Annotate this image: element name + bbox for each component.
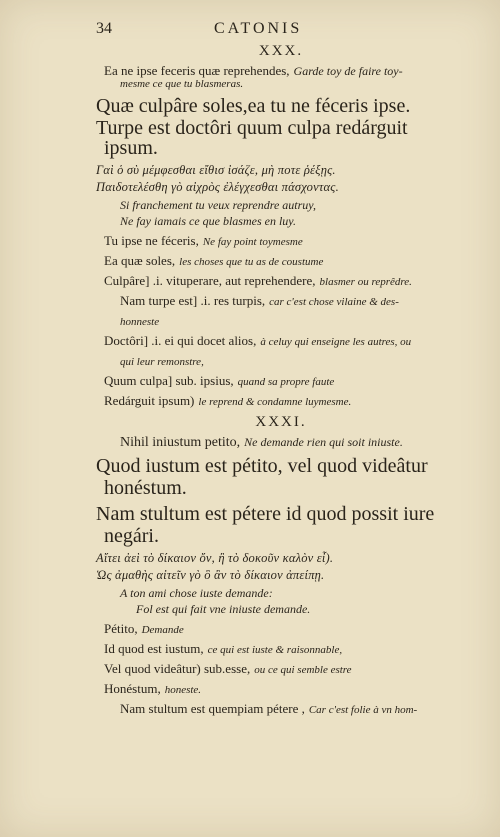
- gloss-latin: Doctôri] .i. ei qui docet alios,: [104, 333, 257, 348]
- french-verse: Si franchement tu veux reprendre autruy,: [120, 198, 316, 212]
- gloss-french: Demande: [141, 624, 184, 636]
- section-intro-xxx: [96, 63, 466, 79]
- verse-line: Quæ culpâre soles,ea tu ne féceris ipse.: [96, 95, 411, 117]
- gloss-block-xxx: [96, 233, 466, 409]
- gloss-line: [96, 701, 466, 717]
- gloss-line: [96, 661, 466, 677]
- gloss-latin: Honéstum,: [104, 681, 161, 696]
- french-verse: Ne fay iamais ce que blasmes en luy.: [120, 214, 296, 228]
- gloss-french: ce qui est iuste & raisonnable,: [207, 644, 343, 656]
- intro-french: Ne demande rien qui soit iniuste.: [244, 435, 403, 449]
- gloss-line: [96, 333, 466, 349]
- gloss-french: Ne fay point toymesme: [202, 236, 303, 248]
- intro-latin: Nihil iniustum petito,: [120, 435, 241, 450]
- gloss-latin: Nam stultum est quempiam pétere ,: [120, 701, 305, 716]
- gloss-french: qui leur remonstre,: [120, 356, 204, 368]
- gloss-line: [96, 313, 466, 329]
- gloss-latin: Redárguit ipsum): [104, 393, 195, 408]
- gloss-french: le reprend & condamne luymesme.: [198, 396, 352, 408]
- gloss-line: [96, 233, 466, 249]
- gloss-line: [96, 621, 466, 637]
- greek-verse: Αἴτει ἀεὶ τὸ δίκαιον ὄν, ἢ τὸ δοκοῦν καλὸν εἶ).: [96, 551, 334, 565]
- gloss-latin: Id quod est iustum,: [104, 641, 204, 656]
- gloss-french: car c'est chose vilaine & des-: [269, 296, 399, 308]
- verse-line: honéstum.: [104, 477, 187, 499]
- gloss-latin: Tu ipse ne féceris,: [104, 233, 199, 248]
- gloss-line: [96, 393, 466, 409]
- page-header: [96, 20, 456, 42]
- gloss-french: à celuy qui enseigne les autres, ou: [260, 336, 412, 348]
- page-body: [96, 42, 466, 717]
- french-verse: Fol est qui fait vne iniuste demande.: [136, 602, 311, 616]
- gloss-latin: Quum culpa] sub. ipsius,: [104, 373, 234, 388]
- gloss-french: honeste.: [164, 684, 202, 696]
- verse-line: Turpe est doctôri quum culpa redárguit: [96, 117, 408, 139]
- gloss-block-xxxi: [96, 621, 466, 717]
- section-intro-xxxi: [96, 434, 466, 450]
- gloss-french: ou ce qui semble estre: [254, 664, 352, 676]
- greek-verse: Ὡς ἀμαθὴς αἰτεῖν γὸ ὃ ἂν τὸ δίκαιον ἀπείπῃ.: [96, 567, 325, 582]
- running-title: CATONIS: [214, 20, 303, 37]
- gloss-line: [96, 373, 466, 389]
- section-numeral-xxxi: XXXI.: [255, 414, 307, 430]
- gloss-line: [96, 273, 466, 289]
- gloss-french: les choses que tu as de coustume: [179, 256, 324, 268]
- gloss-french: Car c'est folie à vn hom-: [308, 704, 418, 716]
- section-numeral-xxx: XXX.: [258, 43, 304, 59]
- greek-verse: Παιδοτελέσθη γὸ αἰχρὸς ἐλέγχεσθαι πάσχοντας.: [96, 179, 339, 194]
- greek-verse: Γαὶ ὁ σὺ μέμφεσθαι εἴθισ ἰσάζε, μὴ ποτε ῥέξῃς.: [96, 163, 336, 177]
- gloss-latin: Vel quod videâtur) sub.esse,: [104, 661, 251, 676]
- intro-french: Garde toy de faire toy-: [293, 64, 403, 78]
- gloss-line: [96, 293, 466, 309]
- intro-french-cont: mesme ce que tu blasmeras.: [120, 78, 244, 90]
- page-number: 34: [96, 20, 112, 37]
- verse-line: negári.: [104, 525, 159, 547]
- gloss-latin: Culpâre] .i. vituperare, aut reprehendere,: [104, 273, 316, 288]
- intro-latin: Ea ne ipse feceris quæ reprehendes,: [104, 63, 290, 78]
- gloss-line: [96, 641, 466, 657]
- gloss-french: quand sa propre faute: [237, 376, 335, 388]
- gloss-latin: Nam turpe est] .i. res turpis,: [120, 293, 266, 308]
- french-verse: A ton ami chose iuste demande:: [120, 586, 273, 600]
- verse-line: ipsum.: [104, 137, 158, 159]
- gloss-latin: Ea quæ soles,: [104, 253, 176, 268]
- gloss-latin: Pétito,: [104, 621, 138, 636]
- verse-line: Nam stultum est pétere id quod possit iure: [96, 503, 435, 525]
- gloss-french: blasmer ou reprêdre.: [319, 276, 412, 288]
- gloss-french: honneste: [120, 316, 160, 328]
- verse-line: Quod iustum est pétito, vel quod videâtur: [96, 455, 428, 477]
- gloss-line: [96, 681, 466, 697]
- gloss-line: [96, 253, 466, 269]
- gloss-line: [96, 353, 466, 369]
